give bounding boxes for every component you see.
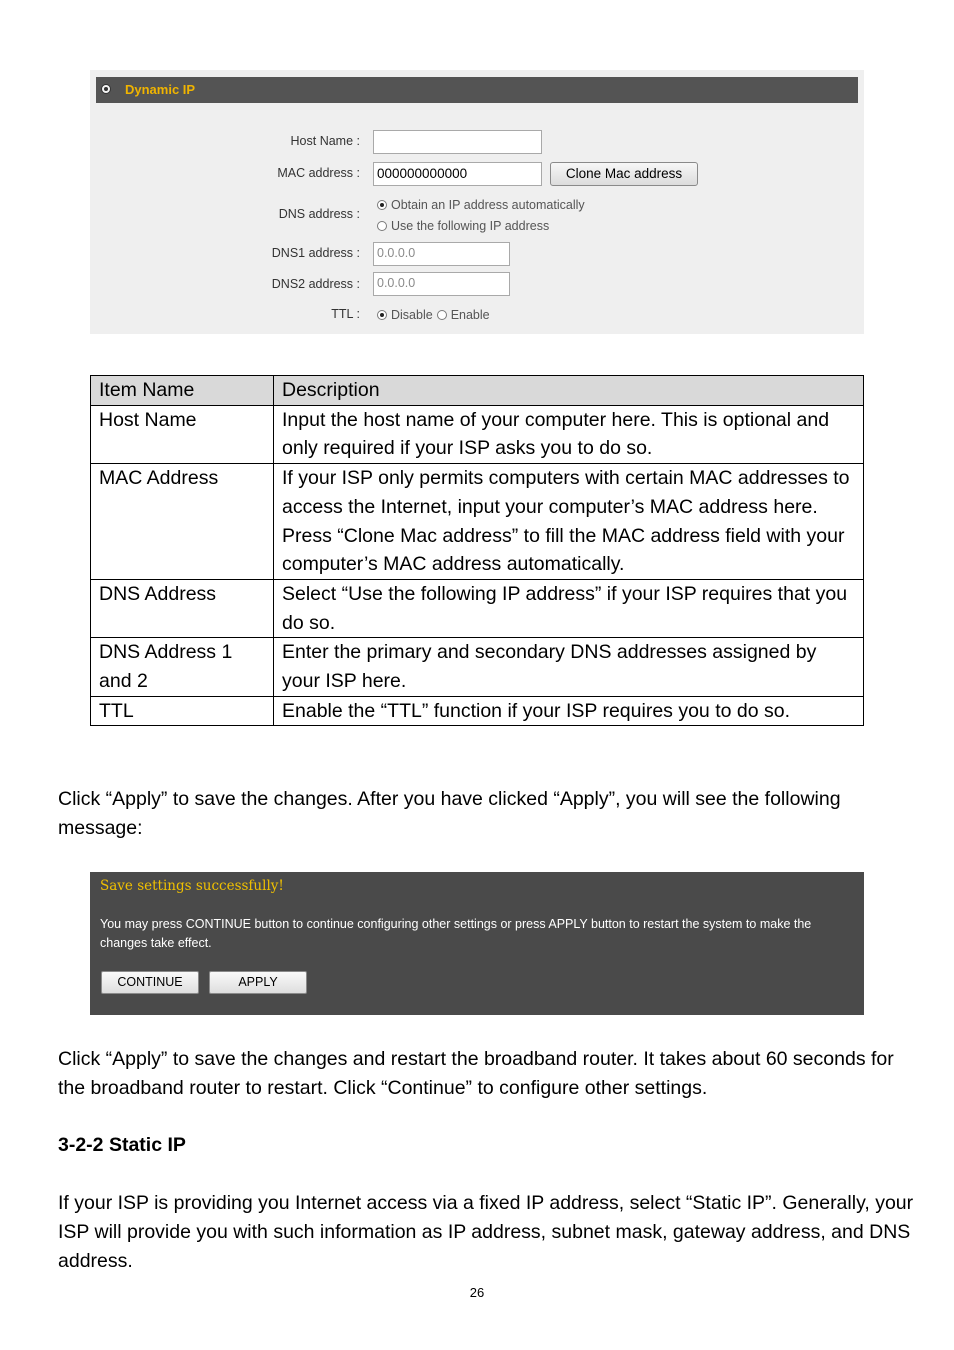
ttl-option-disable-label: Disable [391,308,433,322]
paragraph-restart: Click “Apply” to save the changes and restart the broadband router. It takes about 60 seconds for the broadband router to restart. Click “Continue” to configure other settings. [58,1048,894,1099]
table-cell-description: Enter the primary and secondary DNS addresses assigned by your ISP here. [274,638,864,696]
clone-mac-address-button[interactable]: Clone Mac address [550,162,698,186]
mac-address-input[interactable]: 000000000000 [373,162,542,186]
dynamic-ip-title: Dynamic IP [125,82,196,97]
dns-option-auto-label: Obtain an IP address automatically [391,198,585,212]
ttl-options [377,308,490,322]
dns-option-auto[interactable] [377,198,585,212]
dynamic-ip-header-bar [96,77,858,103]
radio-unselected-icon[interactable] [437,310,447,320]
dns1-address-input[interactable]: 0.0.0.0 [373,242,510,266]
table-row [91,638,864,696]
dns-option-manual-label: Use the following IP address [391,219,550,233]
table-cell-description: Input the host name of your computer here. This is optional and only required if your ISP asks you to do so. [274,405,864,463]
host-name-label: Host Name : [290,134,360,148]
table-cell-description: Enable the “TTL” function if your ISP requires you to do so. [274,696,864,726]
dynamic-ip-radio-icon[interactable] [101,84,111,94]
table-cell-item: DNS Address [91,579,274,637]
radio-selected-icon[interactable] [377,200,387,210]
table-header-item: Item Name [91,376,274,406]
dns-address-label: DNS address : [278,207,360,221]
table-row [91,579,864,637]
table-header-description: Description [274,376,864,406]
paragraph-apply: Click “Apply” to save the changes. After you have clicked “Apply”, you will see the following message: [58,788,841,839]
table-row [91,696,864,726]
table-cell-description: Select “Use the following IP address” if your ISP requires that you do so. [274,579,864,637]
table-cell-description: If your ISP only permits computers with certain MAC addresses to access the Internet, input your computer’s MAC address here. Press “Clone Mac address” to fill the MAC address field with your computer’s MAC address automatically. [274,464,864,580]
ttl-option-enable-label: Enable [450,308,490,322]
dns2-address-input[interactable]: 0.0.0.0 [373,272,510,296]
page-number: 26 [469,1285,485,1300]
section-heading: 3-2-2 Static IP [58,1134,186,1156]
dns-option-manual[interactable] [377,219,549,233]
table-row [91,405,864,463]
host-name-input[interactable] [373,130,542,154]
mac-address-label: MAC address : [277,166,360,180]
table-header-row [91,376,864,406]
paragraph-static-ip: If your ISP is providing you Internet access via a fixed IP address, select “Static IP”. Generally, your ISP will provide you with such information as IP address, subnet mask, gateway address, and DNS address. [58,1192,914,1272]
apply-button[interactable]: APPLY [209,971,307,994]
dns1-address-label: DNS1 address : [271,246,360,260]
save-message-text: You may press CONTINUE button to continue configuring other settings or press APPLY button to restart the system to make the changes take effect. [100,917,812,950]
save-message-title: Save settings successfully! [100,878,284,894]
radio-unselected-icon[interactable] [377,221,387,231]
continue-button[interactable]: CONTINUE [101,971,199,994]
table-cell-item: DNS Address 1 and 2 [91,638,274,696]
dns2-address-label: DNS2 address : [271,277,360,291]
table-cell-item: Host Name [91,405,274,463]
item-description-table [90,375,864,726]
table-row [91,464,864,580]
ttl-label: TTL : [331,307,360,321]
radio-selected-icon[interactable] [377,310,387,320]
table-cell-item: TTL [91,696,274,726]
table-cell-item: MAC Address [91,464,274,580]
